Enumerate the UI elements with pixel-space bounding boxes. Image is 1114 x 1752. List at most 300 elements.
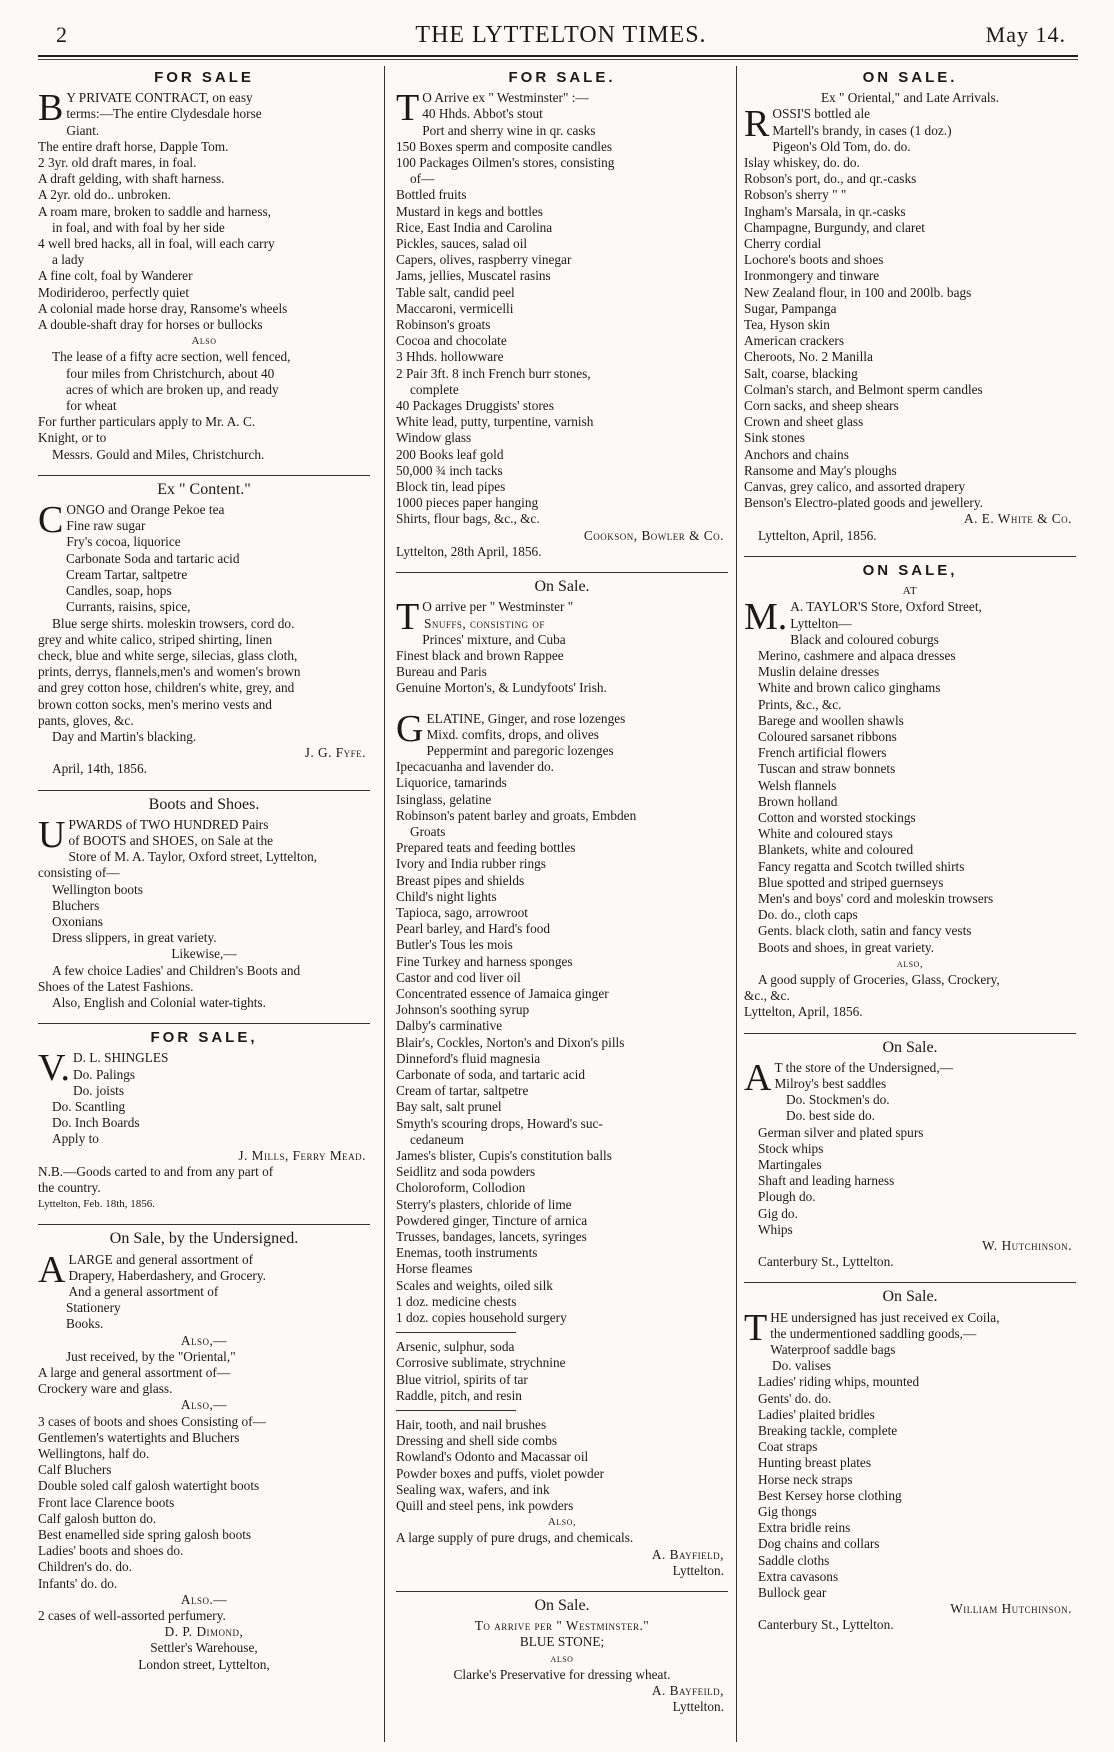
ad-line: Store of M. A. Taylor, Oxford street, Lyttelton, [68, 849, 318, 865]
drop-cap: T [396, 87, 420, 130]
ad-line: Canterbury St., Lyttelton. [758, 1617, 894, 1633]
ad-line: Breast pipes and shields [396, 872, 525, 888]
divider [38, 475, 370, 476]
ad-line: Choloroform, Collodion [396, 1180, 526, 1196]
ad-line: Cocoa and chocolate [396, 333, 507, 349]
ad-line: Prepared teats and feeding bottles [396, 840, 576, 856]
ad-line: Day and Martin's blacking. [52, 728, 197, 744]
ad-line: Sealing wax, wafers, and ink [396, 1481, 550, 1497]
ad-line: Calf galosh button do. [38, 1510, 157, 1526]
ad-line: Wellingtons, half do. [38, 1446, 150, 1462]
divider [396, 572, 728, 573]
ad-line: Lyttelton— [790, 615, 852, 631]
ad-heading: FOR SALE. [508, 69, 616, 86]
ad-line: Dog chains and collars [758, 1536, 880, 1552]
ad-line: Port and sherry wine in qr. casks [422, 122, 596, 138]
ad-for-sale-horses [38, 70, 370, 467]
ad-line: O arrive per " Westminster " [422, 599, 574, 615]
ad-line: Drapery, Haberdashery, and Grocery. [68, 1267, 266, 1283]
ad-line: Dalby's carminative [396, 1018, 503, 1034]
ad-line: Powder boxes and puffs, violet powder [396, 1465, 605, 1481]
ad-line: of BOOTS and SHOES, on Sale at the [68, 832, 274, 848]
ad-line: Plough do. [758, 1189, 816, 1205]
ad-line: ELATINE, Ginger, and rose lozenges [426, 710, 626, 726]
ad-line: Front lace Clarence boots [38, 1494, 175, 1510]
ad-line: Dress slippers, in great variety. [52, 930, 217, 946]
ad-line: Barege and woollen shawls [758, 712, 904, 728]
ad-line: For further particulars apply to Mr. A. C. [38, 414, 256, 430]
divider [38, 1023, 370, 1024]
ad-saddles [744, 1040, 1076, 1275]
ad-line: Crockery ware and glass. [38, 1381, 173, 1397]
ad-line: Mustard in kegs and bottles [396, 203, 543, 219]
ad-line: A large supply of pure drugs, and chemicals. [396, 1530, 634, 1546]
drop-cap: B [38, 87, 64, 130]
ad-line: terms:—The entire Clydesdale horse [66, 106, 262, 122]
ad-line: Men's and boys' cord and moleskin trowsers [758, 890, 994, 906]
ad-line: Also [191, 335, 217, 348]
ad-line: pants, gloves, &c. [38, 712, 134, 728]
ad-line: Likewise,— [171, 946, 237, 962]
ad-line: 1 doz. copies household surgery [396, 1310, 567, 1326]
ad-line: Best enamelled side spring galosh boots [38, 1527, 252, 1543]
ad-line: Wellington boots [52, 881, 143, 897]
ad-heading: FOR SALE, [150, 1029, 258, 1047]
ad-line: Shoes of the Latest Fashions. [38, 978, 194, 994]
ad-line: Boots and shoes, in great variety. [758, 939, 935, 955]
ad-heading: FOR SALE [154, 69, 254, 86]
ad-line: Tuscan and straw bonnets [758, 761, 896, 777]
ad-line: Maccaroni, vermicelli [396, 300, 514, 316]
ad-heading: On Sale. [882, 1288, 938, 1306]
ad-line: Ladies' boots and shoes do. [38, 1543, 184, 1559]
ad-heading: ON SALE. [862, 69, 958, 86]
ad-line: Gentlemen's watertights and Bluchers [38, 1429, 240, 1445]
ad-line: grey and white calico, striped shirting, linen [38, 631, 273, 647]
drop-cap: R [744, 103, 770, 146]
ad-line: Benson's Electro-plated goods and jewellery. [744, 495, 983, 511]
divider [744, 1033, 1076, 1034]
ad-line: Canvas, grey calico, and assorted drapery [744, 479, 966, 495]
ad-line: Salt, coarse, blacking [744, 365, 858, 381]
ad-line: Robinson's patent barley and groats, Embden [396, 807, 637, 823]
ad-line: Blue spotted and striped guernseys [758, 874, 944, 890]
drop-cap: A [38, 1248, 66, 1291]
ad-line: Coloured sarsanet ribbons [758, 728, 897, 744]
ad-line: Martingales [758, 1157, 822, 1172]
ad-line: 50,000 ¾ inch tacks [396, 462, 503, 478]
ad-line: Pickles, sauces, salad oil [396, 236, 528, 252]
ad-line: Rice, East India and Carolina [396, 219, 553, 235]
ad-line: Cherry cordial [744, 236, 822, 252]
ad-line: William Hutchinson. [950, 1601, 1072, 1617]
ad-line: consisting of— [38, 865, 120, 881]
ad-line: Extra bridle reins [758, 1520, 851, 1536]
ad-heading: On Sale. [534, 578, 590, 596]
ad-line: Also,— [180, 1332, 228, 1348]
ad-line: Sink stones [744, 430, 805, 446]
ad-line: Lyttelton, April, 1856. [744, 1004, 863, 1020]
ad-line: American crackers [744, 333, 845, 349]
ad-line: Corn sacks, and sheep shears [744, 398, 899, 414]
ad-line: A roam mare, broken to saddle and harness, [38, 203, 271, 219]
ad-line: Cookson, Bowler & Co. [583, 527, 724, 543]
ad-line: French artificial flowers [758, 745, 887, 761]
ad-line: Blue vitriol, spirits of tar [396, 1371, 528, 1387]
column-1 [38, 66, 370, 1746]
ad-line: Books. [66, 1316, 104, 1332]
ad-line: Do. best side do. [786, 1108, 876, 1124]
ad-line: London street, Lyttelton, [138, 1656, 270, 1672]
ad-line: Bureau and Paris [396, 664, 487, 680]
ad-line: Calf Bluchers [38, 1462, 112, 1478]
ad-line: Child's night lights [396, 888, 497, 904]
ad-line: Ladies' riding whips, mounted [758, 1374, 920, 1390]
ad-line: Pearl barley, and Hard's food [396, 921, 551, 937]
ad-line: Oxonians [52, 913, 103, 929]
ad-line: BLUE STONE; [519, 1634, 605, 1650]
column-rule-1 [384, 66, 385, 1742]
ad-line: Johnson's soothing syrup [396, 1002, 530, 1018]
issue-date: May 14. [985, 22, 1066, 47]
ad-heading: On Sale. [534, 1597, 590, 1615]
ad-on-sale-oriental [744, 70, 1076, 548]
ad-line: also [550, 1652, 574, 1665]
ad-line: Also.— [180, 1591, 228, 1607]
ad-line: Sterry's plasters, chloride of lime [396, 1196, 572, 1212]
ad-for-sale-westminster [396, 70, 728, 564]
ad-line: N.B.—Goods carted to and from any part of [38, 1163, 274, 1179]
ad-line: 2 3yr. old draft mares, in foal. [38, 155, 197, 171]
ad-heading: ON SALE, [862, 561, 958, 579]
ad-line: Apply to [52, 1131, 99, 1147]
ad-line: Enemas, tooth instruments [396, 1245, 538, 1261]
ad-line: Scales and weights, oiled silk [396, 1277, 553, 1293]
ad-line: Shaft and leading harness [758, 1173, 895, 1189]
ad-line: Milroy's best saddles [774, 1075, 887, 1091]
ad-line: Fine Turkey and harness sponges [396, 953, 573, 969]
ad-line: Pigeon's Old Tom, do. do. [772, 138, 911, 154]
ad-line: 2 cases of well-assorted perfumery. [38, 1608, 226, 1624]
ad-line: New Zealand flour, in 100 and 200lb. bags [744, 284, 972, 300]
ad-line: Stock whips [758, 1140, 824, 1156]
ad-line: Modirideroo, perfectly quiet [38, 284, 190, 300]
ad-line: 1 doz. medicine chests [396, 1293, 517, 1309]
ad-line: Ipecacuanha and lavender do. [396, 759, 554, 775]
ad-line: Robson's port, do., and qr.-casks [744, 171, 917, 187]
ad-line: Canterbury St., Lyttelton. [758, 1254, 894, 1270]
ad-line: Waterproof saddle bags [770, 1342, 896, 1358]
divider [396, 1591, 728, 1592]
short-divider [396, 1410, 516, 1411]
ad-blue-stone [396, 1598, 728, 1719]
ad-line: &c., &c. [744, 988, 790, 1004]
ad-line: Bay salt, salt prunel [396, 1099, 502, 1115]
ad-line: A. Bayfield, [651, 1546, 724, 1562]
ad-line: Bottled fruits [396, 187, 467, 203]
ad-line: Mixd. comfits, drops, and olives [426, 726, 599, 742]
ad-line: Fry's cocoa, liquorice [66, 534, 181, 550]
ad-line: also, [896, 957, 924, 970]
ad-line: Merino, cashmere and alpaca dresses [758, 647, 956, 663]
ad-line: Ironmongery and tinware [744, 268, 880, 284]
ad-line: Powdered ginger, Tincture of arnica [396, 1212, 588, 1228]
divider [38, 790, 370, 791]
ad-line: Double soled calf galosh watertight boots [38, 1478, 260, 1494]
ad-line: 3 Hhds. hollowware [396, 349, 504, 365]
ad-line: And a general assortment of [68, 1284, 219, 1300]
ad-taylors-store [744, 563, 1076, 1025]
ad-line: Crown and sheet glass [744, 414, 864, 430]
ad-on-sale-undersigned [38, 1231, 370, 1676]
top-rule [38, 55, 1078, 57]
ad-line: April, 14th, 1856. [52, 761, 147, 777]
ad-line: Tapioca, sago, arrowroot [396, 904, 528, 920]
ad-line: Gents' do. do. [758, 1390, 832, 1406]
ad-line: Lyttelton, April, 1856. [758, 527, 877, 543]
ad-line: Fancy regatta and Scotch twilled shirts [758, 858, 965, 874]
ad-line: Corrosive sublimate, strychnine [396, 1355, 566, 1371]
ad-line: Giant. [66, 122, 100, 138]
ad-line: Dressing and shell side combs [396, 1433, 558, 1449]
ad-line: and grey cotton hose, children's white, grey, and [38, 680, 295, 696]
ad-line: D. L. SHINGLES [73, 1050, 169, 1066]
drop-cap: M. [744, 596, 788, 639]
ad-line: Quill and steel pens, ink powders [396, 1498, 574, 1514]
ad-line: Liquorice, tamarinds [396, 775, 507, 791]
ad-line: Hair, tooth, and nail brushes [396, 1417, 547, 1433]
ad-line: Ladies' plaited bridles [758, 1406, 875, 1422]
ad-line: Do. Stockmen's do. [786, 1092, 890, 1108]
ad-line: Robson's sherry " " [744, 187, 847, 203]
ad-line: four miles from Christchurch, about 40 [66, 365, 275, 381]
ad-line: brown cotton socks, men's merino vests and [38, 696, 272, 712]
ad-line: Bullock gear [758, 1585, 827, 1601]
ad-line: A 2yr. old do.. unbroken. [38, 187, 171, 203]
ad-line: Candles, soap, hops [66, 583, 172, 599]
ad-heading: On Sale. [882, 1038, 938, 1056]
ad-boots-and-shoes [38, 797, 370, 1016]
ad-line: Muslin delaine dresses [758, 664, 880, 680]
ad-line: Tea, Hyson skin [744, 317, 830, 333]
ad-line: Messrs. Gould and Miles, Christchurch. [52, 446, 265, 462]
ad-line: Ivory and India rubber rings [396, 856, 546, 872]
column-rule-2 [736, 66, 737, 1742]
ad-line: Ransome and May's ploughs [744, 462, 897, 478]
ad-ex-content [38, 482, 370, 782]
ad-line: A. TAYLOR'S Store, Oxford Street, [790, 599, 982, 615]
ad-line: T the store of the Undersigned,— [774, 1059, 953, 1075]
ad-line: Prints, &c., &c. [758, 696, 842, 712]
ad-line: acres of which are broken up, and ready [66, 381, 279, 397]
ad-line: the undermentioned saddling goods,— [770, 1325, 977, 1341]
ad-line: check, blue and white serge, silecias, glass cloth, [38, 647, 298, 663]
ad-line: To arrive per " Westminster." [474, 1618, 650, 1634]
ad-line: A double-shaft dray for horses or bullocks [38, 317, 263, 333]
ad-line: 150 Boxes sperm and composite candles [396, 138, 613, 154]
ad-line: Horse neck straps [758, 1471, 853, 1487]
ad-line: Whips [758, 1221, 793, 1237]
ad-line: 2 Pair 3ft. 8 inch French burr stones, [396, 365, 591, 381]
ad-line: Gents. black cloth, satin and fancy vests [758, 923, 972, 939]
ad-on-sale-snuffs [396, 579, 728, 700]
ad-line: D. P. Dimond, [164, 1624, 244, 1640]
ad-line: Best Kersey horse clothing [758, 1487, 902, 1503]
ad-line: Colman's starch, and Belmont sperm candles [744, 381, 983, 397]
ad-saddling-goods [744, 1289, 1076, 1637]
ad-line: Capers, olives, raspberry vinegar [396, 252, 572, 268]
ad-line: James's blister, Cupis's constitution balls [396, 1148, 612, 1163]
ad-line: Breaking tackle, complete [758, 1423, 898, 1439]
divider [38, 1224, 370, 1225]
ad-line: The lease of a fifty acre section, well fenced, [52, 349, 291, 365]
ad-line: Isinglass, gelatine [396, 791, 492, 807]
ad-line: Butler's Tous les mois [396, 937, 513, 953]
ad-line: Stationery [66, 1300, 121, 1316]
ad-line: Lyttelton. [672, 1699, 724, 1715]
ad-line: J. Mills, Ferry Mead. [238, 1147, 366, 1163]
ad-line: PWARDS of TWO HUNDRED Pairs [68, 816, 269, 832]
ad-line: Shirts, flour bags, &c., &c. [396, 511, 540, 527]
ad-line: 3 cases of boots and shoes Consisting of— [38, 1413, 266, 1429]
ad-line: Welsh flannels [758, 777, 837, 793]
ad-line: Smyth's scouring drops, Howard's suc- [396, 1115, 603, 1131]
ad-line: Do. Inch Boards [52, 1115, 140, 1131]
ad-line: Children's do. do. [38, 1559, 132, 1575]
drop-cap: A [744, 1056, 772, 1099]
ad-line: Horse fleames [396, 1261, 473, 1277]
ad-line: Islay whiskey, do. do. [744, 155, 860, 171]
ad-line: Princes' mixture, and Cuba [422, 631, 566, 647]
ad-line: White lead, putty, turpentine, varnish [396, 414, 594, 430]
drop-cap: C [38, 499, 64, 542]
ad-line: Champagne, Burgundy, and claret [744, 219, 925, 235]
ad-line: Gig thongs [758, 1504, 817, 1520]
ad-line: 1000 pieces paper hanging [396, 495, 539, 511]
ad-line: Also,— [180, 1397, 228, 1413]
ad-line: Robinson's groats [396, 317, 491, 333]
ad-line: German silver and plated spurs [758, 1124, 924, 1140]
ad-line: Do. joists [73, 1082, 125, 1098]
ad-line: Ex " Oriental," and Late Arrivals. [820, 90, 1000, 106]
drop-cap: T [744, 1306, 768, 1349]
ad-line: White and coloured stays [758, 826, 893, 842]
ad-line: Lochore's boots and shoes [744, 252, 884, 268]
ad-line: ONGO and Orange Pekoe tea [66, 502, 225, 518]
drop-cap: T [396, 596, 420, 639]
ad-line: White and brown calico ginghams [758, 680, 941, 696]
ad-line: Table salt, candid peel [396, 284, 515, 300]
ad-line: Blair's, Cockles, Norton's and Dixon's pills [396, 1034, 625, 1050]
ad-line: Knight, or to [38, 430, 107, 446]
ad-line: Cheroots, No. 2 Manilla [744, 349, 873, 365]
ad-line: cedaneum [410, 1131, 464, 1147]
ad-druggists [396, 707, 728, 1584]
ad-line: Raddle, pitch, and resin [396, 1387, 522, 1403]
ad-line: Martell's brandy, in cases (1 doz.) [772, 122, 952, 138]
ad-line: Coat straps [758, 1439, 818, 1455]
ad-line: Do. Scantling [52, 1098, 126, 1114]
ad-line: Extra cavasons [758, 1568, 839, 1584]
ad-heading: On Sale, by the Undersigned. [109, 1230, 299, 1248]
ad-line: Peppermint and paregoric lozenges [426, 742, 614, 758]
ad-line: Seidlitz and soda powders [396, 1164, 536, 1180]
ad-line: Dinneford's fluid magnesia [396, 1050, 541, 1066]
ad-line: Ingham's Marsala, in qr.-casks [744, 203, 906, 219]
ad-line: OSSI'S bottled ale [772, 106, 871, 122]
drop-cap: G [396, 707, 424, 750]
ad-shingles [38, 1030, 370, 1216]
ad-line: Castor and cod liver oil [396, 969, 521, 985]
ad-line: a lady [52, 252, 85, 268]
ad-line: The entire draft horse, Dapple Tom. [38, 138, 229, 154]
ad-line: Carbonate of soda, and tartaric acid [396, 1066, 586, 1082]
short-divider [396, 1332, 516, 1333]
ad-line: of— [410, 171, 435, 187]
ad-line: 100 Packages Oilmen's stores, consisting [396, 155, 615, 171]
drop-cap: U [38, 813, 66, 856]
column-3 [744, 66, 1076, 1746]
ad-line: 200 Books leaf gold [396, 446, 504, 462]
ad-line: Just received, by the "Oriental," [66, 1348, 236, 1364]
ad-line: A few choice Ladies' and Children's Boots and [52, 962, 301, 978]
divider [744, 1282, 1076, 1283]
ad-line: Settler's Warehouse, [150, 1640, 258, 1656]
ad-line: Arsenic, sulphur, soda [396, 1339, 515, 1355]
ad-line: Blue serge shirts. moleskin trowsers, cord do. [52, 615, 295, 631]
ad-line: Saddle cloths [758, 1552, 830, 1568]
ad-line: in foal, and with foal by her side [52, 219, 225, 235]
ad-subheading: AT [902, 585, 918, 598]
ad-line: Trusses, bandages, lancets, syringes [396, 1229, 587, 1245]
ad-line: Carbonate Soda and tartaric acid [66, 550, 240, 566]
ad-line: Jams, jellies, Muscatel rasins [396, 268, 551, 284]
ad-line: Bluchers [52, 897, 100, 913]
top-rule-thin [38, 59, 1078, 60]
ad-line: Window glass [396, 430, 472, 446]
ad-line: Lyttelton, Feb. 18th, 1856. [38, 1198, 156, 1211]
ad-line: Finest black and brown Rappee [396, 647, 564, 663]
ad-heading: Ex " Content." [157, 480, 251, 498]
drop-cap: V. [38, 1047, 71, 1090]
ad-line: Cream Tartar, saltpetre [66, 566, 188, 582]
ad-line: Lyttelton. [672, 1562, 724, 1578]
ad-line: O Arrive ex " Westminster" :— [422, 90, 589, 106]
ad-line: Clarke's Preservative for dressing wheat. [453, 1666, 671, 1682]
ad-line: Fine raw sugar [66, 518, 146, 534]
ad-line: Lyttelton, 28th April, 1856. [396, 543, 542, 559]
masthead [56, 22, 1066, 48]
ad-line: Brown holland [758, 793, 838, 809]
ad-line: HE undersigned has just received ex Coila, [770, 1309, 1000, 1325]
ad-line: Gig do. [758, 1205, 798, 1221]
column-2 [396, 66, 728, 1746]
ad-line: prints, derrys, flannels,men's and women's brown [38, 664, 301, 680]
newspaper-title: THE LYTTELTON TIMES. [415, 22, 707, 48]
ad-line: LARGE and general assortment of [68, 1251, 254, 1267]
ad-line: 4 well bred hacks, all in foal, will each carry [38, 236, 275, 252]
ad-line: 40 Hhds. Abbot's stout [422, 106, 543, 122]
ad-line: Also, [547, 1516, 577, 1529]
ad-line: Cream of tartar, saltpetre [396, 1083, 529, 1099]
ad-line: Infants' do. do. [38, 1575, 118, 1591]
ad-line: for wheat [66, 398, 117, 414]
ad-line: W. Hutchinson. [982, 1238, 1072, 1254]
ad-line: Also, English and Colonial water-tights. [52, 994, 266, 1010]
ad-heading: Boots and Shoes. [148, 795, 260, 813]
ad-line: Hunting breast plates [758, 1455, 871, 1471]
ad-line: Sugar, Pampanga [744, 300, 837, 316]
